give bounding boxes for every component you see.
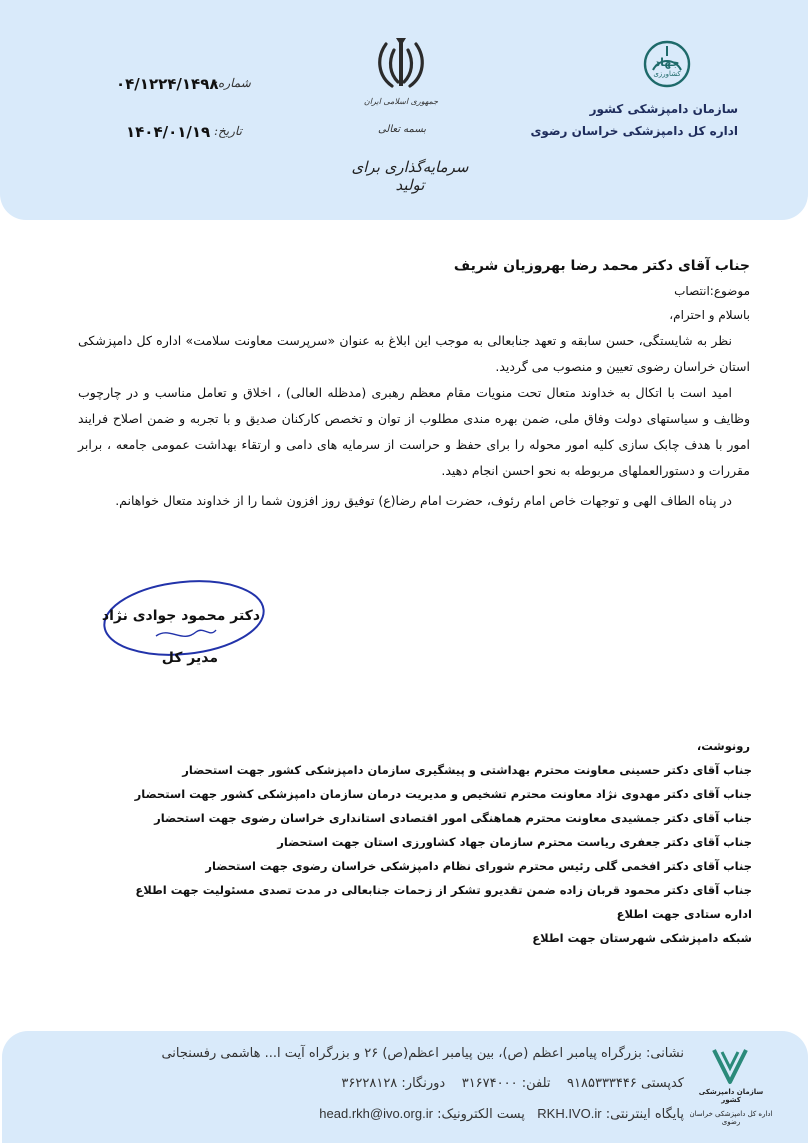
ivo-logo-icon: [708, 1046, 752, 1086]
footer-contacts: [341, 1076, 684, 1091]
cc-item: جناب آقای دکتر مهدوی نژاد معاونت محترم تشخیص و مدیریت درمان سازمان دامپزشکی کشور جهت استحضار: [134, 787, 752, 801]
signatory-name: دکتر محمود جوادی نژاد: [101, 608, 260, 624]
letter-number: ۰۴/۱۲۲۴/۱۴۹۸: [116, 75, 219, 93]
website-label: پایگاه اینترنتی:: [605, 1107, 684, 1122]
letter-date: ۱۴۰۴/۰۱/۱۹: [126, 123, 211, 141]
signatory-title: مدیر کل: [161, 650, 218, 666]
paragraph-closing: در پناه الطاف الهی و توجهات خاص امام رئوف، حضرت امام رضا(ع) توفیق روز افزون شما را از خداوند متعال خواهانم.: [115, 493, 732, 508]
subject-line: موضوع:انتصاب: [674, 284, 750, 298]
org-department: اداره کل دامپزشکی خراسان رضوی: [530, 124, 738, 138]
year-slogan: سرمایه‌گذاری برای تولید: [351, 158, 469, 194]
cc-item: شبکه دامپزشکی شهرستان جهت اطلاع: [532, 931, 752, 945]
org-name: سازمان دامپزشکی کشور: [589, 102, 738, 116]
cc-item: جناب آقای دکتر جعفری ریاست محترم سازمان جهاد کشاورزی استان جهت استحضار: [277, 835, 752, 849]
email-label: پست الکترونیک:: [437, 1107, 525, 1122]
paragraph-appointment: نظر به شایستگی، حسن سابقه و تعهد جنابعالی به موجب این ابلاغ به عنوان «سرپرست معاونت سلامت» اداره کل دامپزشکی استان خراسان رضوی تعیین و منصوب می گردید.: [78, 333, 750, 374]
phone-number: ۳۱۶۷۴۰۰۰: [461, 1076, 518, 1091]
footer-web: [319, 1106, 684, 1122]
emblem-caption: جمهوری اسلامی ایران: [363, 97, 439, 106]
cc-item: اداره ستادی جهت اطلاع: [616, 907, 752, 921]
cc-item: جناب آقای دکتر محمود قربان زاده ضمن تقدیرو تشکر از زحمات جنابعالی در مدت تصدی مسئولیت جهت اطلاع: [135, 883, 752, 897]
footer-logo-caption: سازمان دامپزشکی کشور: [698, 1088, 764, 1104]
cc-item: جناب آقای دکتر حسینی معاونت محترم بهداشتی و پیشگیری سازمان دامپزشکی کشور جهت استحضار: [182, 763, 752, 777]
iran-emblem-icon: [372, 36, 430, 92]
cc-item: جناب آقای دکتر جمشیدی معاونت محترم هماهنگی امور اقتصادی استانداری خراسان رضوی جهت استحضار: [154, 811, 752, 825]
postal-label: کدپستی: [641, 1076, 684, 1091]
footer-address: نشانی: بزرگراه پیامبر اعظم (ص)، بین پیامبر اعظم(ص) ۲۶ و بزرگراه آیت ا... هاشمی رفسنجانی: [161, 1046, 684, 1061]
greeting-line: باسلام و احترام،: [669, 308, 750, 322]
website-link[interactable]: RKH.IVO.ir: [537, 1106, 602, 1121]
fax-label: دورنگار:: [401, 1076, 446, 1091]
cc-list: [52, 758, 752, 950]
fax-number: ۳۶۲۲۸۱۲۸: [341, 1076, 398, 1091]
email-link[interactable]: head.rkh@ivo.org.ir: [319, 1106, 433, 1121]
recipient: جناب آقای دکتر محمد رضا بهروزیان شریف: [453, 258, 750, 274]
footer-logo-subcaption: اداره کل دامپزشکی خراسان رضوی: [689, 1110, 773, 1126]
date-label: تاریخ:: [214, 124, 242, 138]
cc-heading: رونوشت،: [696, 739, 750, 753]
cc-item: جناب آقای دکتر افخمی گلی رئیس محترم شورای نظام دامپزشکی خراسان رضوی جهت استحضار: [205, 859, 752, 873]
jahad-logo-word: جهاد: [654, 56, 680, 69]
number-label: شماره:: [214, 76, 251, 90]
paragraph-duties: امید است با اتکال به خداوند متعال تحت منویات مقام معظم رهبری (مدظله العالی) ، اخلاق و تعامل مناسب و در چارچوب وظایف و سیاستهای دولت وفاق ملی، ضمن بهره مندی مطلوب از توان و تخصص کارکنان صدیق و با تجربه و ضمن اصلاح فرایند امور با هدف چابک سازی کلیه امور محوله را برای حفظ و حراست از سرمایه های دامی و ارتقاء بهداشت عمومی جامعه ، برابر مقررات و دستورالعملهای مربوطه به نحو احسن انجام دهید.: [78, 385, 750, 478]
jahad-logo-subword: کشاورزی: [653, 70, 681, 78]
postal-code: ۹۱۸۵۳۳۳۴۴۶: [567, 1076, 637, 1091]
phone-label: تلفن:: [521, 1076, 551, 1091]
invocation-text: بسمه تعالی: [377, 124, 427, 135]
